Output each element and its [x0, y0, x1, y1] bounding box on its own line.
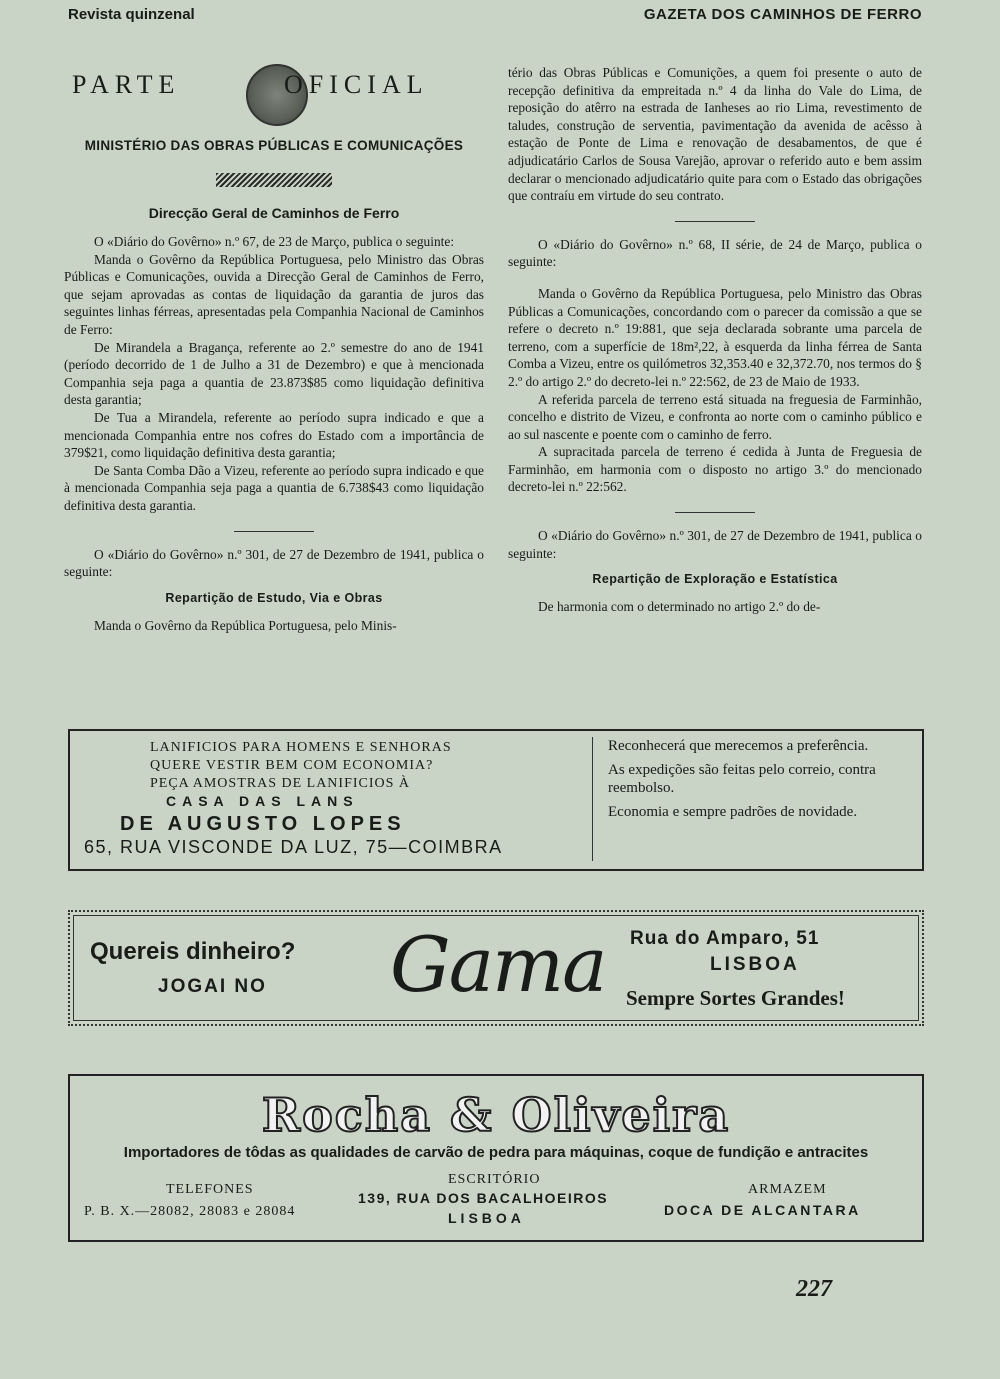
- paragraph: A supracitada parcela de terreno é cedida à Junta de Freguesia de Farminhão, em harmonia com o disposto no artigo 3.º do mencionado decreto-lei n.º 22:562.: [508, 444, 922, 495]
- ad-gama: [68, 910, 924, 1026]
- paragraph: O «Diário do Govêrno» n.º 68, II série, de 24 de Março, publica o seguinte:: [508, 236, 922, 270]
- ad-line: As expedições são feitas pelo correio, contra reembolso.: [608, 762, 876, 796]
- hatch-divider: [216, 173, 332, 187]
- paragraph: O «Diário do Govêrno» n.º 301, de 27 de Dezembro de 1941, publica o seguinte:: [508, 528, 922, 561]
- ad-gama-slogan: Sempre Sortes Grandes!: [626, 986, 845, 1010]
- paragraph: Manda o Govêrno da República Portuguesa, pelo Minis-: [94, 617, 397, 633]
- section-subhead: Repartição de Exploração e Estatística: [592, 572, 838, 587]
- left-column: [64, 68, 484, 634]
- ad-line: PEÇA AMOSTRAS DE LANIFICIOS À: [150, 776, 411, 791]
- right-column: [508, 64, 922, 616]
- paragraph: De Mirandela a Bragança, referente ao 2.º semestre do ano de 1941 (período decorrido de 1 de Julho a 31 de Dezembro) e que à mencionada Companhia seja paga a quantia de 23.873$85 como liquidação definitiva desta garantia;: [64, 339, 484, 408]
- ad-gama-jogai: JOGAI NO: [158, 976, 267, 997]
- direccao-heading: Direcção Geral de Caminhos de Ferro: [148, 205, 400, 221]
- page-number: 227: [796, 1276, 832, 1302]
- paragraph: O «Diário do Govêrno» n.º 301, de 27 de Dezembro de 1941, publica o seguinte:: [64, 546, 484, 580]
- telefones-label: TELEFONES: [166, 1182, 254, 1197]
- section-subhead: Repartição de Estudo, Via e Obras: [165, 590, 383, 605]
- paragraph: Manda o Govêrno da República Portuguesa, pelo Ministro das Obras Públicas e Comunicações, ouvida a Direcção Geral de Caminhos de Ferro, que sejam aprovadas as contas de liquidação da garantia de juros das seguintes linhas férreas, apresentadas pela Companhia Nacional de Caminhos de Ferro:: [64, 251, 484, 337]
- paragraph: De Santa Comba Dão a Vizeu, referente ao período supra indicado e que à mencionada Companhia seja paga a quantia de 6.738$43 como liquidação definitiva desta garantia.: [64, 462, 484, 513]
- ad-line: Reconhecerá que merecemos a preferência.: [608, 738, 869, 754]
- armazem-label: ARMAZEM: [748, 1182, 827, 1197]
- telefones-numbers: P. B. X.—28082, 28083 e 28084: [84, 1204, 296, 1219]
- augusto-lopes: DE AUGUSTO LOPES: [120, 813, 406, 835]
- casa-das-lans: CASA DAS LANS: [166, 793, 359, 809]
- parte-oficial-heading: [64, 68, 484, 146]
- parte-word: PARTE: [72, 70, 181, 99]
- paragraph: De harmonia com o determinado no artigo 2.º do de-: [538, 599, 821, 615]
- ad-gama-question: Quereis dinheiro?: [90, 938, 296, 965]
- ad-line: QUERE VESTIR BEM COM ECONOMIA?: [150, 758, 434, 773]
- section-rule: [675, 221, 755, 222]
- ministry-title: MINISTÉRIO DAS OBRAS PÚBLICAS E COMUNICAÇÕES: [84, 138, 464, 153]
- rocha-oliveira-title: Rocha & Oliveira: [261, 1088, 731, 1142]
- escritorio-label: ESCRITÓRIO: [448, 1172, 541, 1187]
- paragraph: A referida parcela de terreno está situada na freguesia de Farminhão, concelho e distrito de Vizeu, e confronta ao norte com o caminho público e ao sul nascente e poente com o caminho de ferro.: [508, 391, 922, 442]
- ad-gama-address: Rua do Amparo, 51: [630, 928, 820, 949]
- ad-gama-city: LISBOA: [710, 954, 800, 975]
- armazem-location: DOCA DE ALCANTARA: [664, 1202, 861, 1218]
- section-rule: [675, 512, 755, 513]
- escritorio-address: 139, RUA DOS BACALHOEIROS: [358, 1190, 609, 1206]
- header-left: Revista quinzenal: [68, 6, 195, 23]
- paragraph: De Tua a Mirandela, referente ao período supra indicado e que a mencionada Companhia entre nos cofres do Estado com a importância de 379$21, como liquidação definitiva desta garantia;: [64, 409, 484, 461]
- rocha-oliveira-subtitle: Importadores de tôdas as qualidades de carvão de pedra para máquinas, coque de fundição e antracites: [123, 1144, 869, 1161]
- ad-rocha-oliveira: [68, 1074, 924, 1242]
- oficial-word: OFICIAL: [284, 70, 429, 99]
- paragraph: tério das Obras Públicas e Comunições, a quem foi presente o auto de recepção definitiva da empreitada n.º 4 da linha do Vale do Lima, de reposição do atêrro na estrada de Ianheses ao rio Lima, revestimento de taludes, construção de serventia, pavimentação da avenida de acêsso à estação de Ponte de Lima e renovação de desabamentos, de que é adjudicatário Carlos de Sousa Varejão, aprovar o referido auto e bem assim declarar o mencionado adjudicatário quite para com o Estado das obrigações que contraíu em virtude do seu contrato.: [508, 65, 922, 204]
- ad-line: Economia e sempre padrões de novidade.: [608, 804, 858, 820]
- paragraph: Manda o Govêrno da República Portuguesa, pelo Ministro das Obras Públicas a Comunicações, concordando com o parecer da comissão a que se refere o decreto n.º 19:881, que seja declarada sobrante uma parcela de terreno, com a superfície de 18m²,22, à esquerda da linha férrea de Santa Comba a Vizeu, entre os quilómetros 32,353.40 e 32,372.70, nos termos do § 2.º do artigo 2.º do decreto-lei n.º 22:562, de 23 de Maio de 1933.: [508, 285, 922, 389]
- ad-divider: [592, 737, 594, 861]
- ad-lanificios-address: 65, RUA VISCONDE DA LUZ, 75—COIMBRA: [84, 837, 503, 857]
- ad-line: LANIFICIOS PARA HOMENS E SENHORAS: [150, 740, 452, 755]
- gama-logo: Gama: [390, 920, 606, 1009]
- section-rule: [234, 531, 314, 532]
- header-right: GAZETA DOS CAMINHOS DE FERRO: [643, 6, 922, 23]
- ad-lanificios-right: [608, 737, 908, 827]
- escritorio-city: LISBOA: [448, 1210, 525, 1226]
- ad-lanificios: [68, 729, 924, 871]
- paragraph: O «Diário do Govêrno» n.º 67, de 23 de Março, publica o seguinte:: [94, 234, 455, 249]
- ad-lanificios-text: [150, 739, 452, 793]
